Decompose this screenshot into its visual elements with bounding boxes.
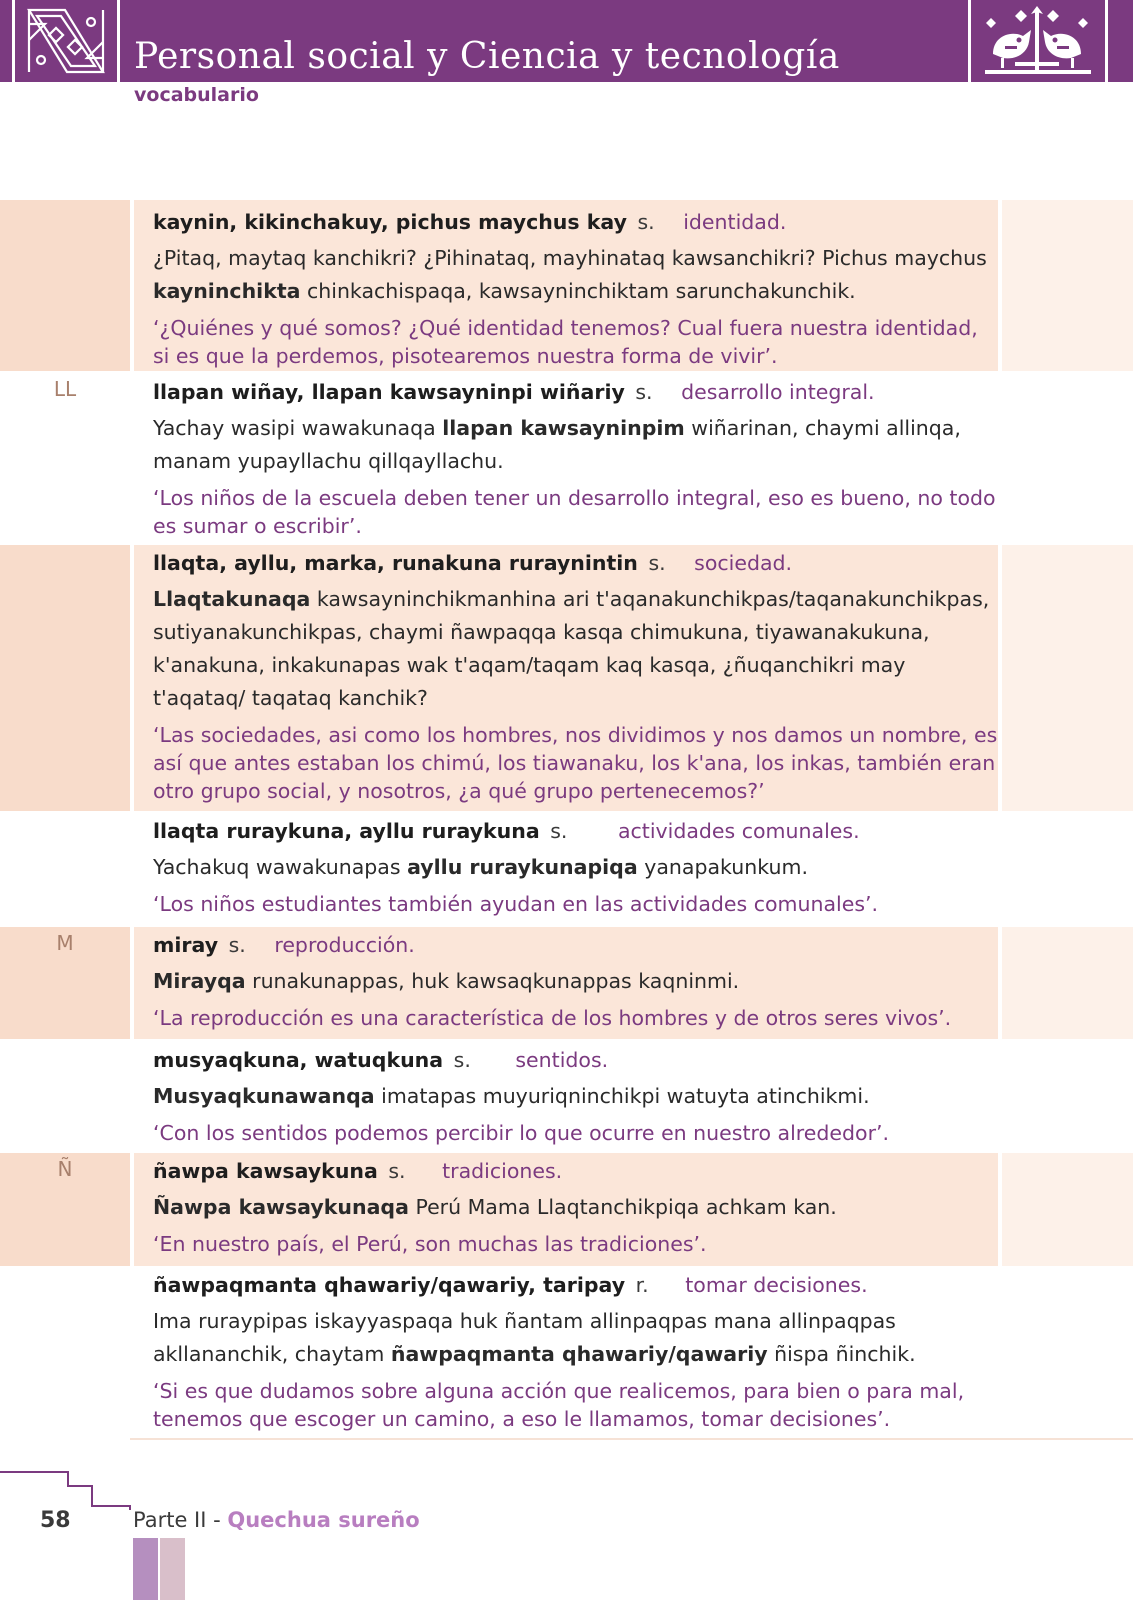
footer-divider <box>130 1438 1133 1440</box>
right-margin <box>1002 545 1133 811</box>
header-logo-right <box>968 0 1108 82</box>
page-title: Personal social y Ciencia y tecnología <box>134 36 840 77</box>
quechua-example: Musyaqkunawanqa imatapas muyuriqninchikpi watuyta atinchikmi. <box>153 1084 870 1108</box>
vocab-entry <box>0 1153 1133 1266</box>
spanish-gloss: actividades comunales. <box>617 819 860 843</box>
quechua-term: ñawpaqmanta qhawariy/qawariy, taripay <box>153 1273 626 1297</box>
spanish-translation: ‘En nuestro país, el Perú, son muchas las tradiciones’. <box>153 1232 707 1256</box>
geometric-pattern-icon <box>15 0 117 82</box>
entry-headword <box>153 1155 998 1187</box>
quechua-term: llapan wiñay, llapan kawsayninpi wiñariy <box>153 380 625 404</box>
quechua-example: Yachay wasipi wawakunaqa llapan kawsayninpim wiñarinan, chaymi allinqa, manam yupayllachu qillqayllachu. <box>153 416 961 473</box>
entry-headword <box>153 815 998 847</box>
part-of-speech: s. <box>648 551 666 575</box>
letter-column <box>0 200 130 371</box>
part-of-speech: s. <box>637 210 655 234</box>
vocab-entry <box>0 1040 1133 1152</box>
alphabet-letter: LL <box>53 377 77 401</box>
quechua-example: Yachakuq wawakunapas ayllu ruraykunapiqa yanapakunkum. <box>153 855 808 879</box>
part-of-speech: s. <box>388 1159 406 1183</box>
spanish-gloss: identidad. <box>683 210 787 234</box>
spanish-gloss: tradiciones. <box>442 1159 563 1183</box>
vocab-entry <box>0 373 1133 543</box>
spanish-translation: ‘Con los sentidos podemos percibir lo que ocurre en nuestro alrededor’. <box>153 1121 890 1145</box>
language-label: Quechua sureño <box>227 1508 420 1532</box>
spanish-translation: ‘Las sociedades, asi como los hombres, nos dividimos y nos damos un nombre, es así que antes estaban los chimú, los tiawanaku, los k'ana, los inkas, también eran otro grupo social, y nosotros, ¿a qué grupo pertenecemos?’ <box>153 723 998 803</box>
quechua-example: Ima ruraypipas iskayyaspaqa huk ñantam allinpaqpas mana allinpaqpas akllananchik, chaytam ñawpaqmanta qhawariy/qawariy ñispa ñinchik. <box>153 1309 916 1366</box>
alphabet-letter: Ñ <box>57 1157 73 1181</box>
entry-headword <box>153 206 998 238</box>
footer-bar-pink <box>160 1538 185 1600</box>
spanish-translation: ‘Si es que dudamos sobre alguna acción que realicemos, para bien o para mal, tenemos que escoger un camino, a eso le llamamos, tomar decisiones’. <box>153 1379 965 1431</box>
vocab-entry <box>0 813 1133 924</box>
quechua-example: Llaqtakunaqa kawsayninchikmanhina ari t'aqanakunchikpas/taqanakunchikpas, sutiyanakunchikpas, chaymi ñawpaqqa kasqa chimukuna, tiyawanakukuna, k'anakuna, inkakunapas wak t'aqam/taqam kaq kasqa, ¿ñuqanchikri may t'aqataq/ taqataq kanchik? <box>153 587 990 710</box>
part-of-speech: s. <box>635 380 653 404</box>
spanish-translation: ‘Los niños estudiantes también ayudan en las actividades comunales’. <box>153 892 879 916</box>
letter-column <box>0 545 130 811</box>
quechua-term: kaynin, kikinchakuy, pichus maychus kay <box>153 210 627 234</box>
spanish-translation: ‘¿Quiénes y qué somos? ¿Qué identidad tenemos? Cual fuera nuestra identidad, si es que la perdemos, pisotearemos nuestra forma de vivir’. <box>153 316 978 368</box>
spanish-gloss: sentidos. <box>515 1048 609 1072</box>
footer-caption <box>133 1508 420 1532</box>
quechua-term: llaqta ruraykuna, ayllu ruraykuna <box>153 819 540 843</box>
right-margin <box>1002 927 1133 1039</box>
footer-stair-line <box>0 1470 140 1510</box>
right-margin <box>1002 1153 1133 1266</box>
footer-bar-purple <box>133 1538 158 1600</box>
part-of-speech: r. <box>635 1273 649 1297</box>
vocab-entry <box>0 927 1133 1039</box>
quechua-example: Mirayqa runakunappas, huk kawsaqkunappas kaqninmi. <box>153 969 740 993</box>
entry-headword <box>153 929 998 961</box>
alphabet-letter: M <box>56 931 74 955</box>
quechua-term: llaqta, ayllu, marka, runakuna ruraynintin <box>153 551 638 575</box>
spanish-gloss: sociedad. <box>694 551 793 575</box>
vocab-entry <box>0 1267 1133 1437</box>
entry-headword <box>153 1269 998 1301</box>
birds-tree-icon <box>971 0 1105 82</box>
part-label: Parte II - <box>133 1508 228 1532</box>
spanish-translation: ‘La reproducción es una característica de los hombres y de otros seres vivos’. <box>153 1006 952 1030</box>
entry-headword <box>153 547 998 579</box>
vocab-entry <box>0 200 1133 371</box>
spanish-gloss: desarrollo integral. <box>681 380 875 404</box>
spanish-translation: ‘Los niños de la escuela deben tener un desarrollo integral, eso es bueno, no todo es sumar o escribir’. <box>153 486 996 538</box>
section-subtitle: vocabulario <box>134 84 259 106</box>
entry-headword <box>153 376 998 408</box>
spanish-gloss: tomar decisiones. <box>685 1273 868 1297</box>
quechua-example: ¿Pitaq, maytaq kanchikri? ¿Pihinataq, mayhinataq kawsanchikri? Pichus maychus kayninchikta chinkachispaqa, kawsayninchiktam sarunchakunchik. <box>153 246 987 303</box>
part-of-speech: s. <box>453 1048 471 1072</box>
page-number: 58 <box>40 1508 71 1533</box>
quechua-term: musyaqkuna, watuqkuna <box>153 1048 444 1072</box>
quechua-term: miray <box>153 933 219 957</box>
right-margin <box>1002 200 1133 371</box>
quechua-example: Ñawpa kawsaykunaqa Perú Mama Llaqtanchikpiqa achkam kan. <box>153 1195 837 1219</box>
part-of-speech: s. <box>550 819 568 843</box>
entry-headword <box>153 1044 998 1076</box>
quechua-term: ñawpa kawsaykuna <box>153 1159 378 1183</box>
header-logo-left <box>12 0 120 82</box>
vocab-entry <box>0 545 1133 811</box>
part-of-speech: s. <box>228 933 246 957</box>
spanish-gloss: reproducción. <box>274 933 415 957</box>
